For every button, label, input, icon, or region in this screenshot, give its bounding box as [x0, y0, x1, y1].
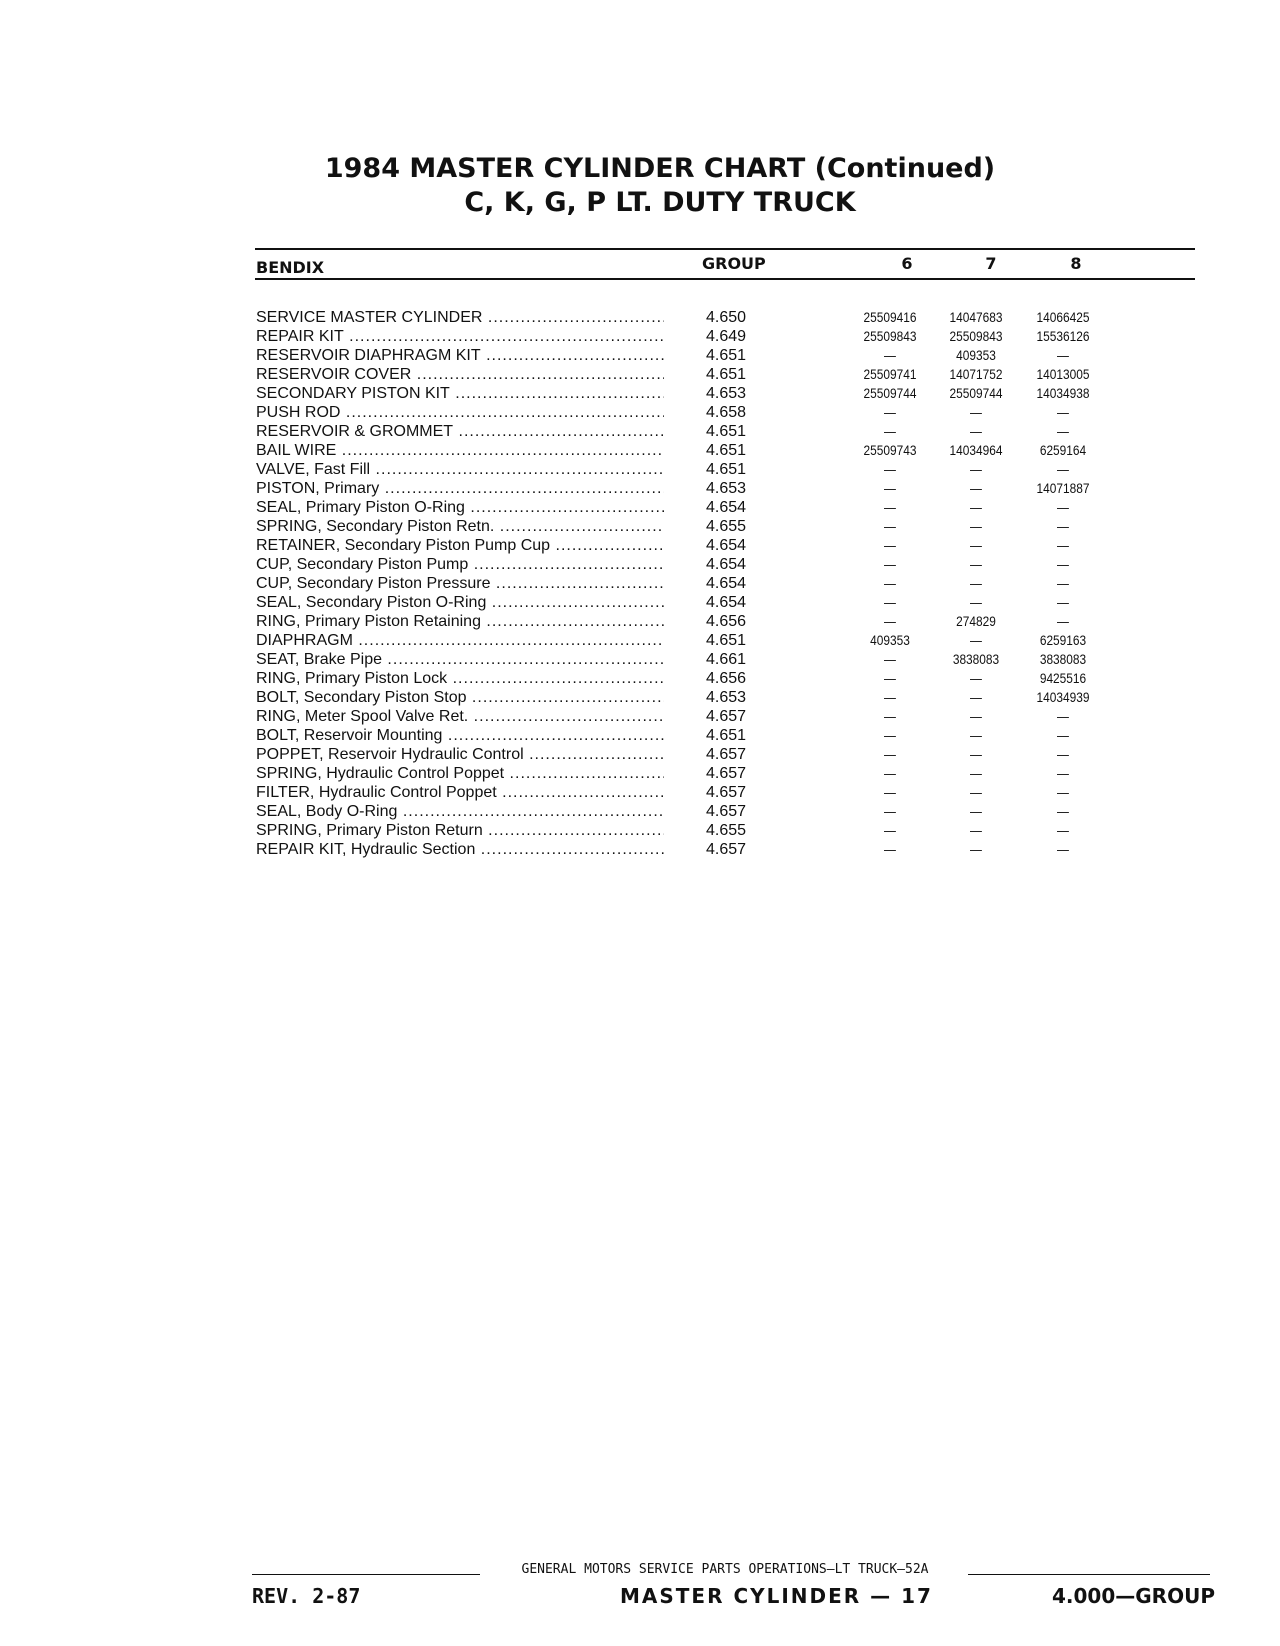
part-number-col-7: — [970, 499, 982, 515]
column-header-8: 8 [1070, 254, 1082, 273]
group-number: 4.653 [706, 689, 747, 706]
table-row [0, 460, 1280, 479]
table-row [0, 327, 1280, 346]
part-description: REPAIR KIT, Hydraulic Section ..... [256, 840, 664, 859]
group-number: 4.655 [706, 518, 747, 535]
part-number-col-8: 14034939 [1036, 689, 1090, 705]
column-header-7: 7 [985, 254, 997, 273]
part-number-col-6: — [884, 708, 896, 724]
table-row [0, 593, 1280, 612]
group-number: 4.654 [706, 575, 747, 592]
group-number: 4.651 [706, 442, 747, 459]
part-number-col-7: — [970, 594, 982, 610]
part-number-col-8: — [1057, 575, 1069, 591]
part-number-col-7: — [970, 765, 982, 781]
part-number-col-8: — [1057, 708, 1069, 724]
part-number-col-7: 409353 [956, 347, 996, 363]
part-number-col-8: — [1057, 784, 1069, 800]
part-description: SEAL, Secondary Piston O-Ring ..... [256, 593, 664, 612]
part-description: POPPET, Reservoir Hydraulic Control ..... [256, 745, 664, 764]
part-number-col-7: 3838083 [952, 651, 1000, 667]
part-number-col-8: — [1057, 746, 1069, 762]
part-number-col-6: 25509741 [863, 366, 917, 382]
part-description: SPRING, Secondary Piston Retn. ..... [256, 517, 664, 536]
part-number-col-6: — [884, 727, 896, 743]
group-number: 4.654 [706, 537, 747, 554]
part-number-col-8: 14034938 [1036, 385, 1090, 401]
part-number-col-8: — [1057, 556, 1069, 572]
part-number-col-6: — [884, 841, 896, 857]
part-number-col-8: 14013005 [1036, 366, 1090, 382]
table-row [0, 365, 1280, 384]
table-row [0, 441, 1280, 460]
group-number: 4.656 [706, 670, 747, 687]
part-number-col-7: — [970, 556, 982, 572]
table-row [0, 840, 1280, 859]
part-number-col-7: — [970, 537, 982, 553]
part-description: SEAT, Brake Pipe ..... [256, 650, 664, 669]
part-description: DIAPHRAGM ..... [256, 631, 664, 650]
table-row [0, 536, 1280, 555]
part-number-col-8: — [1057, 765, 1069, 781]
part-number-col-6: 25509743 [863, 442, 917, 458]
part-number-col-6: 409353 [870, 632, 910, 648]
part-description: FILTER, Hydraulic Control Poppet ..... [256, 783, 664, 802]
part-number-col-6: — [884, 613, 896, 629]
table-row [0, 308, 1280, 327]
table-row [0, 650, 1280, 669]
part-number-col-6: — [884, 537, 896, 553]
part-number-col-7: — [970, 746, 982, 762]
group-number: 4.657 [706, 803, 747, 820]
group-number: 4.651 [706, 423, 747, 440]
part-description: CUP, Secondary Piston Pump ..... [256, 555, 664, 574]
part-number-col-8: — [1057, 404, 1069, 420]
group-number: 4.651 [706, 366, 747, 383]
group-number: 4.657 [706, 765, 747, 782]
part-number-col-6: — [884, 765, 896, 781]
part-number-col-6: — [884, 461, 896, 477]
part-number-col-8: — [1057, 423, 1069, 439]
table-row [0, 745, 1280, 764]
footer-section-page: MASTER CYLINDER — 17 [620, 1584, 933, 1608]
part-description: RING, Meter Spool Valve Ret. ..... [256, 707, 664, 726]
column-header-group: GROUP [702, 254, 766, 273]
part-description: VALVE, Fast Fill ..... [256, 460, 664, 479]
part-number-col-7: 14071752 [949, 366, 1003, 382]
part-number-col-6: — [884, 822, 896, 838]
part-number-col-8: — [1057, 613, 1069, 629]
table-row [0, 574, 1280, 593]
group-number: 4.651 [706, 727, 747, 744]
page-subtitle: C, K, G, P LT. DUTY TRUCK [464, 187, 856, 218]
part-number-col-8: — [1057, 537, 1069, 553]
part-number-col-7: 274829 [956, 613, 996, 629]
table-row [0, 783, 1280, 802]
part-number-col-6: — [884, 689, 896, 705]
group-number: 4.651 [706, 347, 747, 364]
group-number: 4.651 [706, 632, 747, 649]
group-number: 4.657 [706, 708, 747, 725]
table-row [0, 764, 1280, 783]
table-row [0, 517, 1280, 536]
group-number: 4.655 [706, 822, 747, 839]
part-number-col-7: — [970, 822, 982, 838]
part-number-col-8: — [1057, 518, 1069, 534]
part-number-col-6: — [884, 651, 896, 667]
part-number-col-8: — [1057, 461, 1069, 477]
part-number-col-7: — [970, 632, 982, 648]
part-description: CUP, Secondary Piston Pressure ..... [256, 574, 664, 593]
page-title: 1984 MASTER CYLINDER CHART (Continued) [324, 153, 996, 184]
part-number-col-6: — [884, 347, 896, 363]
part-description: RING, Primary Piston Lock ..... [256, 669, 664, 688]
group-number: 4.657 [706, 841, 747, 858]
part-number-col-8: 15536126 [1036, 328, 1090, 344]
part-description: SPRING, Hydraulic Control Poppet ..... [256, 764, 664, 783]
group-number: 4.654 [706, 499, 747, 516]
part-number-col-6: — [884, 556, 896, 572]
part-description: RESERVOIR DIAPHRAGM KIT ..... [256, 346, 664, 365]
part-number-col-8: — [1057, 347, 1069, 363]
part-number-col-7: — [970, 404, 982, 420]
table-row [0, 612, 1280, 631]
part-description: RESERVOIR & GROMMET ..... [256, 422, 664, 441]
part-number-col-7: 14047683 [949, 309, 1003, 325]
part-number-col-6: 25509416 [863, 309, 917, 325]
group-number: 4.649 [706, 328, 747, 345]
part-description: SEAL, Body O-Ring ..... [256, 802, 664, 821]
table-row [0, 821, 1280, 840]
part-number-col-7: — [970, 575, 982, 591]
table-row [0, 403, 1280, 422]
part-number-col-6: — [884, 480, 896, 496]
part-number-col-7: 14034964 [949, 442, 1003, 458]
part-number-col-8: 9425516 [1039, 670, 1087, 686]
part-description: SERVICE MASTER CYLINDER ..... [256, 308, 664, 327]
table-top-rule [255, 248, 1195, 250]
part-number-col-6: — [884, 499, 896, 515]
group-number: 4.656 [706, 613, 747, 630]
part-number-col-7: — [970, 708, 982, 724]
part-description: BOLT, Reservoir Mounting ..... [256, 726, 664, 745]
table-row [0, 688, 1280, 707]
group-number: 4.661 [706, 651, 747, 668]
part-number-col-7: — [970, 803, 982, 819]
table-row [0, 631, 1280, 650]
footer-group: 4.000—GROUP [1052, 1584, 1215, 1608]
footer-rule-left [252, 1574, 480, 1575]
part-number-col-7: 25509744 [949, 385, 1003, 401]
part-description: REPAIR KIT ..... [256, 327, 664, 346]
part-number-col-8: 6259163 [1039, 632, 1087, 648]
part-number-col-6: — [884, 575, 896, 591]
part-number-col-7: 25509843 [949, 328, 1003, 344]
table-row [0, 479, 1280, 498]
part-number-col-6: — [884, 404, 896, 420]
part-number-col-6: 25509744 [863, 385, 917, 401]
part-number-col-8: — [1057, 499, 1069, 515]
part-description: BAIL WIRE ..... [256, 441, 664, 460]
part-number-col-8: 6259164 [1039, 442, 1087, 458]
part-number-col-6: — [884, 746, 896, 762]
part-number-col-8: 14066425 [1036, 309, 1090, 325]
part-description: BOLT, Secondary Piston Stop ..... [256, 688, 664, 707]
part-number-col-6: — [884, 670, 896, 686]
part-description: PISTON, Primary ..... [256, 479, 664, 498]
group-number: 4.650 [706, 309, 747, 326]
part-description: RESERVOIR COVER ..... [256, 365, 664, 384]
group-number: 4.653 [706, 480, 747, 497]
column-header-bendix: BENDIX [256, 258, 325, 277]
part-number-col-8: — [1057, 841, 1069, 857]
table-row [0, 802, 1280, 821]
group-number: 4.651 [706, 461, 747, 478]
part-description: SEAL, Primary Piston O-Ring ..... [256, 498, 664, 517]
table-row [0, 726, 1280, 745]
table-row [0, 669, 1280, 688]
part-number-col-6: — [884, 594, 896, 610]
group-number: 4.654 [706, 594, 747, 611]
part-number-col-8: — [1057, 803, 1069, 819]
table-row [0, 555, 1280, 574]
table-row [0, 346, 1280, 365]
parts-table-body [0, 308, 1280, 859]
part-description: SECONDARY PISTON KIT ..... [256, 384, 664, 403]
group-number: 4.654 [706, 556, 747, 573]
footer-revision: REV. 2-87 [252, 1584, 361, 1608]
part-number-col-7: — [970, 461, 982, 477]
part-number-col-7: — [970, 480, 982, 496]
part-number-col-7: — [970, 518, 982, 534]
group-number: 4.657 [706, 746, 747, 763]
part-description: PUSH ROD ..... [256, 403, 664, 422]
part-number-col-6: — [884, 803, 896, 819]
part-number-col-8: 14071887 [1036, 480, 1090, 496]
group-number: 4.657 [706, 784, 747, 801]
part-description: RETAINER, Secondary Piston Pump Cup ..... [256, 536, 664, 555]
part-number-col-6: — [884, 518, 896, 534]
part-number-col-6: 25509843 [863, 328, 917, 344]
table-row [0, 707, 1280, 726]
footer-rule-right [968, 1574, 1210, 1575]
table-row [0, 422, 1280, 441]
part-number-col-8: 3838083 [1039, 651, 1087, 667]
part-number-col-8: — [1057, 822, 1069, 838]
part-number-col-8: — [1057, 594, 1069, 610]
part-number-col-7: — [970, 727, 982, 743]
part-description: SPRING, Primary Piston Return ..... [256, 821, 664, 840]
part-number-col-7: — [970, 670, 982, 686]
group-number: 4.653 [706, 385, 747, 402]
part-number-col-7: — [970, 784, 982, 800]
part-number-col-6: — [884, 423, 896, 439]
part-number-col-6: — [884, 784, 896, 800]
part-number-col-7: — [970, 841, 982, 857]
part-number-col-8: — [1057, 727, 1069, 743]
group-number: 4.658 [706, 404, 747, 421]
column-header-6: 6 [901, 254, 913, 273]
table-row [0, 498, 1280, 517]
table-row [0, 384, 1280, 403]
footer-publisher-line: GENERAL MOTORS SERVICE PARTS OPERATIONS—LT TRUCK—52A [521, 1562, 929, 1577]
part-number-col-7: — [970, 423, 982, 439]
table-header-rule [255, 278, 1195, 280]
part-description: RING, Primary Piston Retaining ..... [256, 612, 664, 631]
part-number-col-7: — [970, 689, 982, 705]
